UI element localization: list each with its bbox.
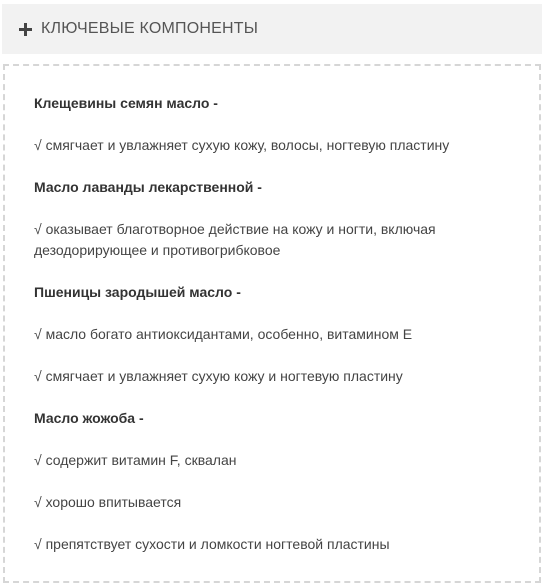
component-benefit: √ смягчает и увлажняет сухую кожу и ногтевую пластину xyxy=(34,368,403,384)
component-name: Пшеницы зародышей масло - xyxy=(34,284,241,300)
accordion-header[interactable] xyxy=(2,4,542,54)
component-name: Клещевины семян масло - xyxy=(34,95,218,111)
component-benefit: √ хорошо впитывается xyxy=(34,494,182,510)
component-name: Масло лаванды лекарственной - xyxy=(34,179,262,195)
accordion-title: КЛЮЧЕВЫЕ КОМПОНЕНТЫ xyxy=(41,20,259,37)
component-benefit: √ смягчает и увлажняет сухую кожу, волосы, ногтевую пластину xyxy=(34,137,450,153)
accordion-body xyxy=(3,64,541,583)
component-benefit: √ масло богато антиоксидантами, особенно, витамином Е xyxy=(34,326,413,342)
component-benefit: √ препятствует сухости и ломкости ногтевой пластины xyxy=(34,536,390,552)
component-benefit: √ содержит витамин F, сквалан xyxy=(34,452,237,468)
plus-icon[interactable] xyxy=(19,23,32,36)
component-name: Масло жожоба - xyxy=(34,410,144,426)
component-benefit: √ оказывает благотворное действие на кожу и ногти, включая дезодорирующее и противогрибковое xyxy=(34,221,436,258)
